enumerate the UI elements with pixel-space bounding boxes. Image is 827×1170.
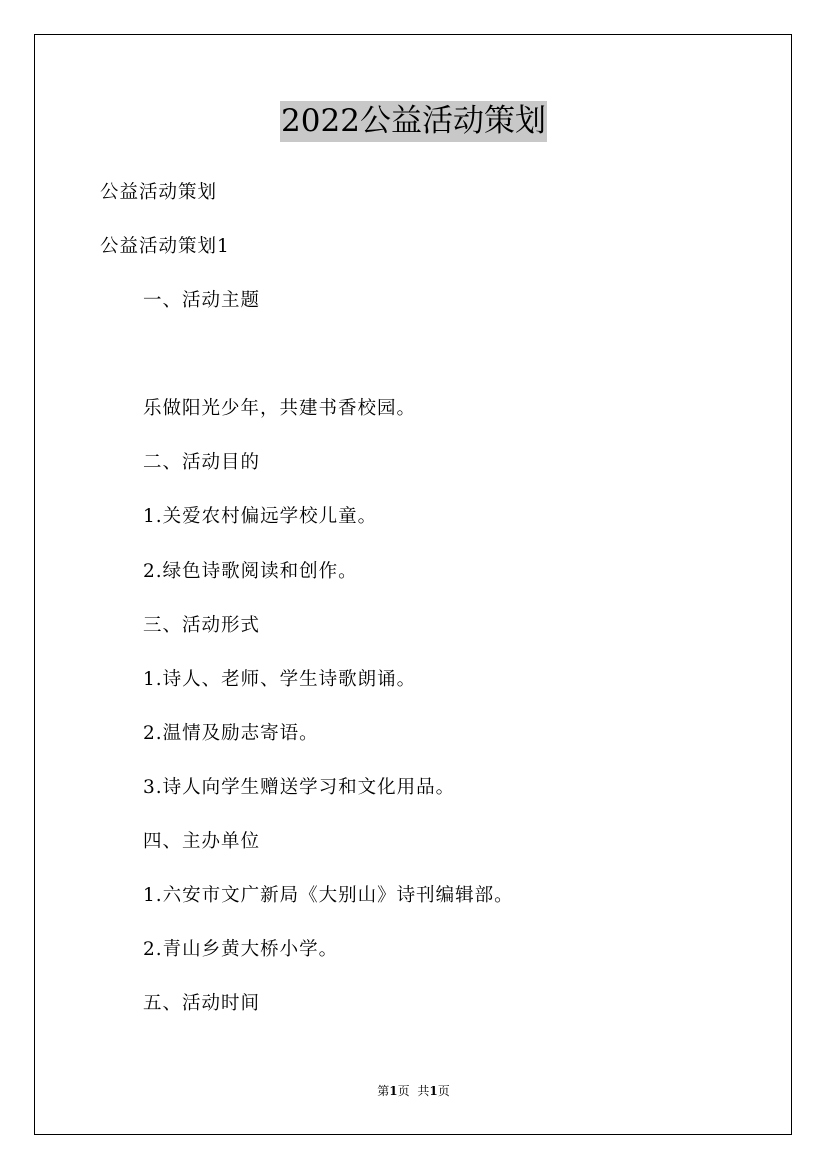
document-title: 2022公益活动策划: [280, 101, 547, 142]
footer-total-pages: 1: [429, 1084, 438, 1098]
paragraph-7: 2.绿色诗歌阅读和创作。: [143, 561, 358, 582]
document-title-wrapper: [0, 101, 827, 142]
paragraph-11: 3.诗人向学生赠送学习和文化用品。: [143, 777, 456, 798]
paragraph-13: 1.六安市文广新局《大别山》诗刊编辑部。: [143, 885, 514, 906]
paragraph-3: 一、活动主题: [143, 290, 261, 311]
paragraph-5: 二、活动目的: [143, 452, 261, 473]
footer-total-prefix: 共: [417, 1084, 430, 1098]
paragraph-12: 四、主办单位: [143, 831, 261, 852]
footer-total-suffix: 页: [437, 1084, 450, 1098]
paragraph-9: 1.诗人、老师、学生诗歌朗诵。: [143, 669, 417, 690]
paragraph-6: 1.关爱农村偏远学校儿童。: [143, 506, 378, 527]
footer-page-prefix: 第: [377, 1084, 390, 1098]
paragraph-4: 乐做阳光少年，共建书香校园。: [143, 398, 417, 419]
footer-page-number: 1: [389, 1084, 398, 1098]
paragraph-1: 公益活动策划: [100, 182, 218, 203]
paragraph-10: 2.温情及励志寄语。: [143, 723, 319, 744]
paragraph-14: 2.青山乡黄大桥小学。: [143, 939, 339, 960]
footer-page-suffix: 页: [397, 1084, 410, 1098]
page-footer: [0, 1083, 827, 1099]
paragraph-15: 五、活动时间: [143, 993, 261, 1014]
paragraph-2: 公益活动策划1: [100, 236, 230, 257]
paragraph-8: 三、活动形式: [143, 615, 261, 636]
